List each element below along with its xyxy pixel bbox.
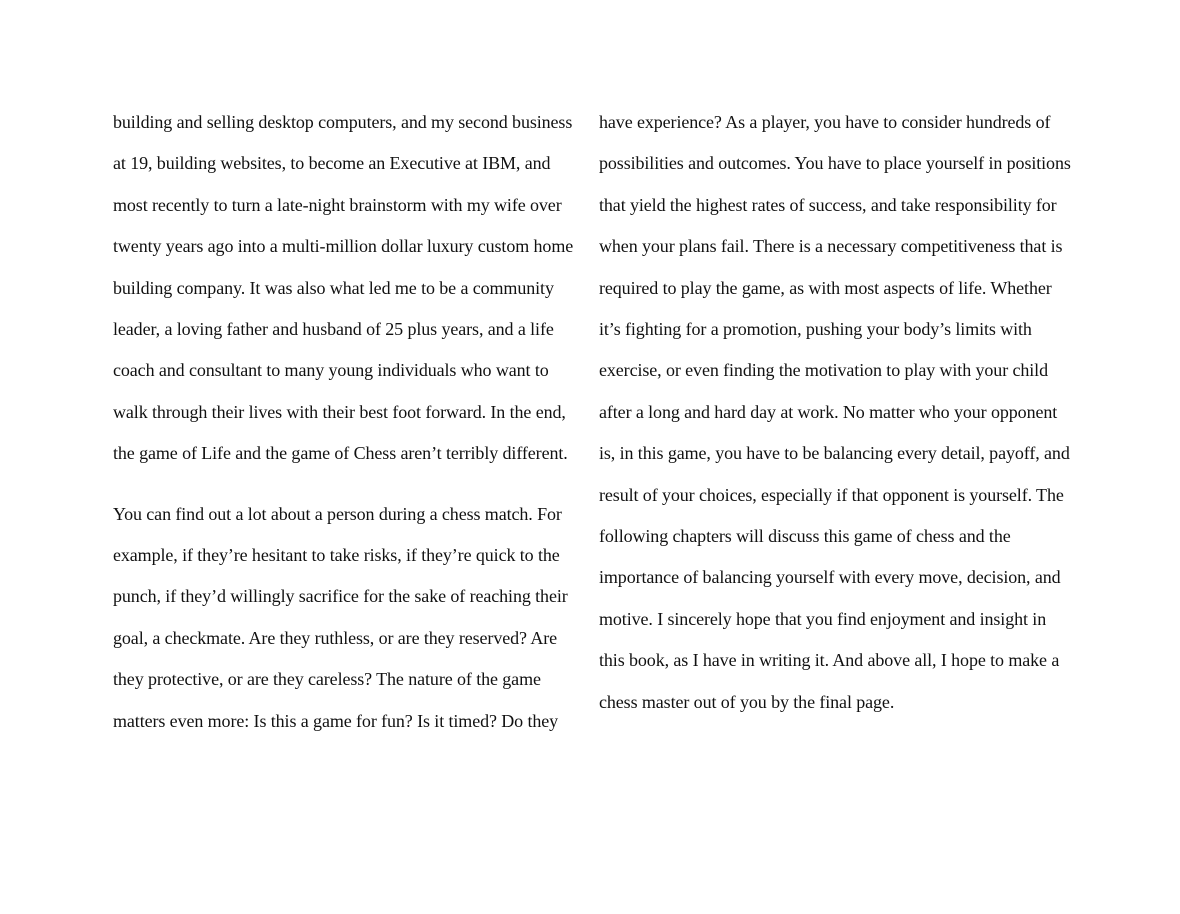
right-column xyxy=(599,102,1073,723)
left-column xyxy=(113,102,585,742)
right-paragraph-1: have experience? As a player, you have to consider hundreds of possibilities and outcomes. You have to place yourself in positions that yield the highest rates of success, and take responsibility for when your plans fail. There is a necessary competitiveness that is required to play the game, as with most aspects of life. Whether it’s fighting for a promotion, pushing your body’s limits with exercise, or even finding the motivation to play with your child after a long and hard day at work. No matter who your opponent is, in this game, you have to be balancing every detail, payoff, and result of your choices, especially if that opponent is yourself. The following chapters will discuss this game of chess and the importance of balancing yourself with every move, decision, and motive. I sincerely hope that you find enjoyment and insight in this book, as I have in writing it. And above all, I hope to make a chess master out of you by the final page. xyxy=(599,112,1071,712)
book-spread xyxy=(113,102,1073,802)
left-paragraph-2: You can find out a lot about a person during a chess match. For example, if they’re hesitant to take risks, if they’re quick to the punch, if they’d willingly sacrifice for the sake of reaching their goal, a checkmate. Are they ruthless, or are they reserved? Are they protective, or are they careless? The nature of the game matters even more: Is this a game for fun? Is it timed? Do they xyxy=(113,503,568,731)
left-paragraph-1: building and selling desktop computers, and my second business at 19, building websites, to become an Executive at IBM, and most recently to turn a late-night brainstorm with my wife over twenty years ago into a multi-million dollar luxury custom home building company. It was also what led me to be a community leader, a loving father and husband of 25 plus years, and a life coach and consultant to many young individuals who want to walk through their lives with their best foot forward. In the end, the game of Life and the game of Chess aren’t terribly different. xyxy=(113,112,574,464)
